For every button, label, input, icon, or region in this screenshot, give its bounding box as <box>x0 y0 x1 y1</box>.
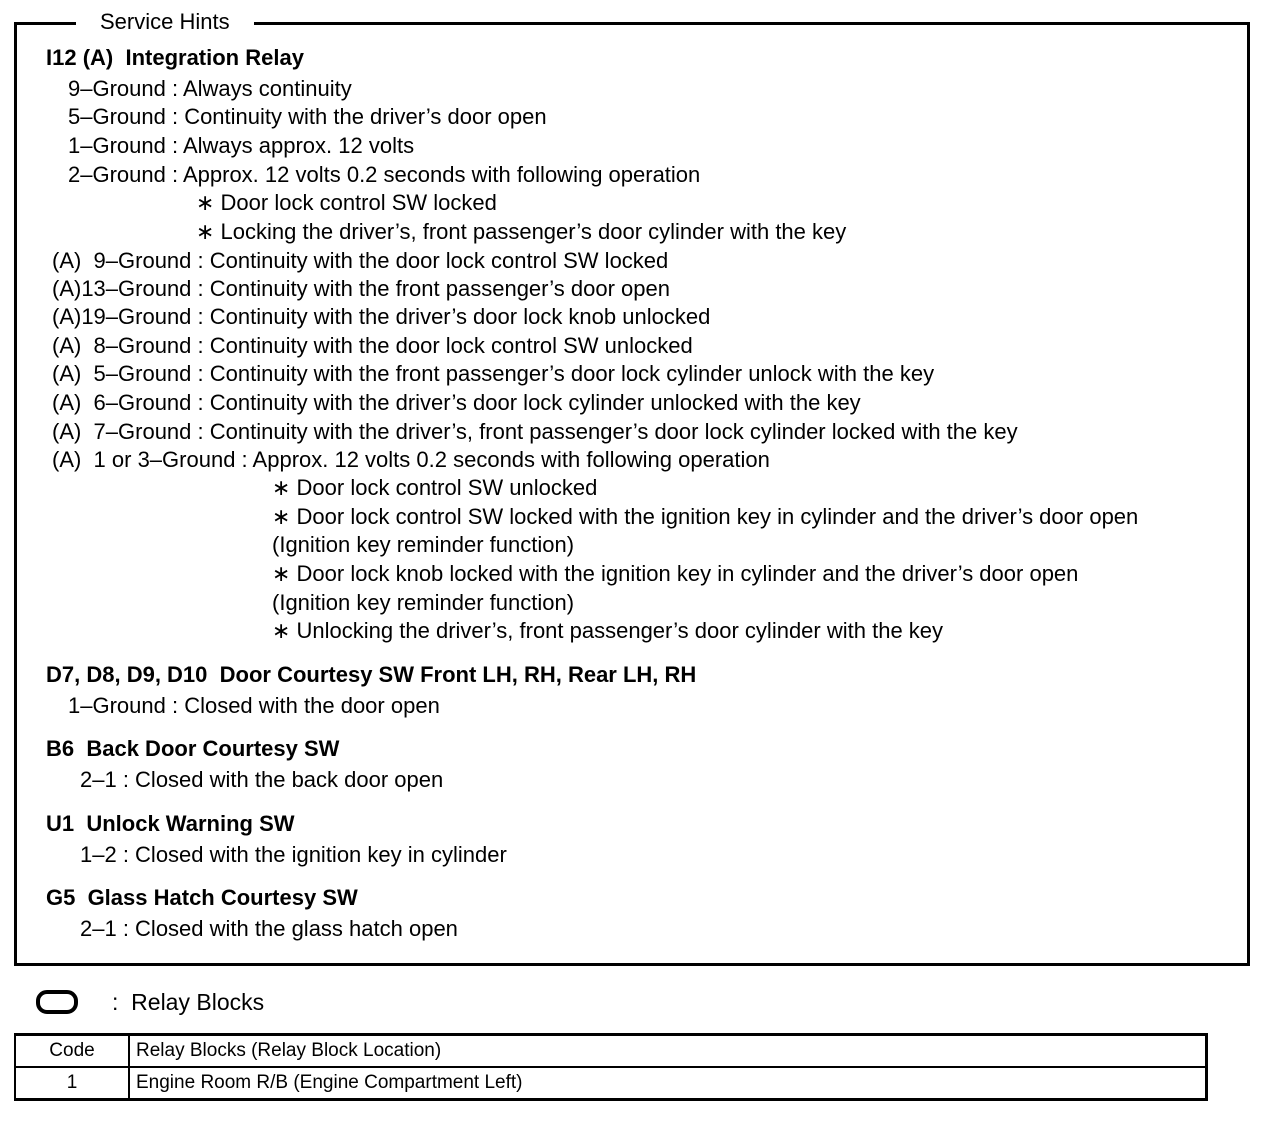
service-hints-title: Service Hints <box>76 8 254 36</box>
section-heading-back-door: B6 Back Door Courtesy SW <box>46 736 340 761</box>
hint-line: ∗ Locking the driver’s, front passenger’s door cylinder with the key <box>196 219 847 244</box>
section-heading-integration-relay: I12 (A) Integration Relay <box>46 45 304 70</box>
hint-line: 1–Ground : Closed with the door open <box>68 693 440 718</box>
hint-line: (A) 1 or 3–Ground : Approx. 12 volts 0.2 seconds with following operation <box>52 447 770 472</box>
hint-line: (A)13–Ground : Continuity with the front passenger’s door open <box>52 276 670 301</box>
hint-line: 9–Ground : Always continuity <box>68 76 352 101</box>
table-header-code: Code <box>15 1035 129 1068</box>
relay-block-symbol-icon <box>36 990 78 1014</box>
hint-line: 2–1 : Closed with the back door open <box>80 767 444 792</box>
hint-line: 5–Ground : Continuity with the driver’s door open <box>68 104 547 129</box>
hint-line: (A) 5–Ground : Continuity with the front passenger’s door lock cylinder unlock with the key <box>52 361 935 386</box>
table-row <box>15 1067 1207 1100</box>
hint-line: (A) 8–Ground : Continuity with the door lock control SW unlocked <box>52 333 693 358</box>
table-cell-code: 1 <box>15 1067 129 1100</box>
relay-blocks-table <box>14 1033 1208 1101</box>
hint-line: 1–Ground : Always approx. 12 volts <box>68 133 415 158</box>
hint-line: (Ignition key reminder function) <box>272 532 575 557</box>
hint-line: ∗ Door lock control SW unlocked <box>272 475 598 500</box>
hint-line: (Ignition key reminder function) <box>272 590 575 615</box>
table-header-location: Relay Blocks (Relay Block Location) <box>129 1035 1207 1068</box>
section-heading-glass-hatch: G5 Glass Hatch Courtesy SW <box>46 885 358 910</box>
section-heading-door-courtesy: D7, D8, D9, D10 Door Courtesy SW Front LH, RH, Rear LH, RH <box>46 662 697 687</box>
hint-line: ∗ Unlocking the driver’s, front passenger’s door cylinder with the key <box>272 618 944 643</box>
relay-legend-label: : Relay Blocks <box>112 989 265 1015</box>
hint-line: (A) 9–Ground : Continuity with the door lock control SW locked <box>52 248 669 273</box>
hint-line: ∗ Door lock control SW locked <box>196 190 497 215</box>
hint-line: (A) 7–Ground : Continuity with the driver’s, front passenger’s door lock cylinder locked with the key <box>52 419 1018 444</box>
table-cell-location: Engine Room R/B (Engine Compartment Left) <box>129 1067 1207 1100</box>
hint-line: 2–1 : Closed with the glass hatch open <box>80 916 458 941</box>
section-heading-unlock-warning: U1 Unlock Warning SW <box>46 811 295 836</box>
hint-line: 2–Ground : Approx. 12 volts 0.2 seconds with following operation <box>68 162 701 187</box>
hint-line: ∗ Door lock knob locked with the ignition key in cylinder and the driver’s door open <box>272 561 1079 586</box>
hint-line: 1–2 : Closed with the ignition key in cylinder <box>80 842 507 867</box>
hint-line: (A) 6–Ground : Continuity with the driver’s door lock cylinder unlocked with the key <box>52 390 861 415</box>
table-header-row <box>15 1035 1207 1068</box>
hint-line: (A)19–Ground : Continuity with the driver’s door lock knob unlocked <box>52 304 711 329</box>
hint-line: ∗ Door lock control SW locked with the ignition key in cylinder and the driver’s door open <box>272 504 1139 529</box>
